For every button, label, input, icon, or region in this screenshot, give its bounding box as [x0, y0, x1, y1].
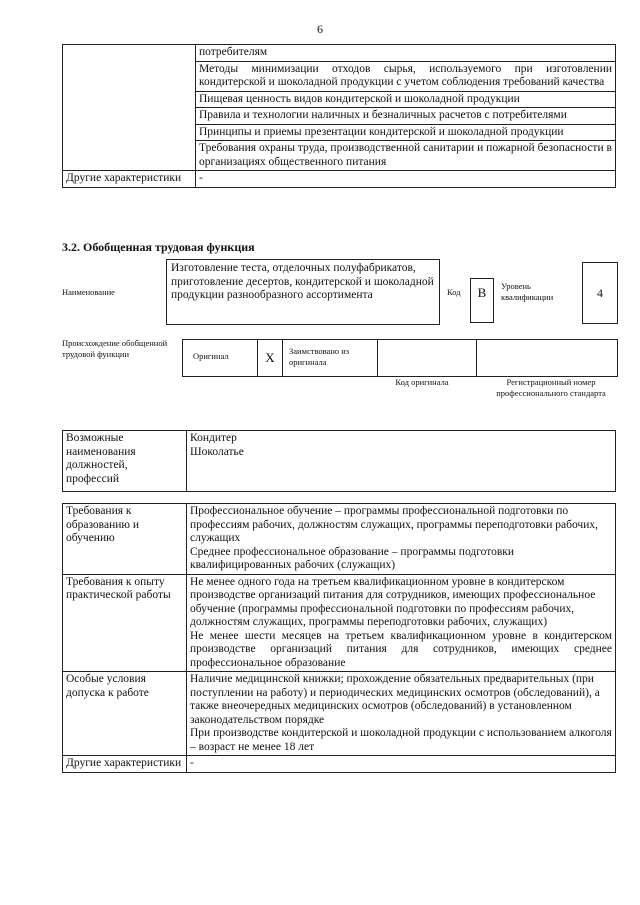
code-label: Код — [447, 287, 461, 297]
registration-number-label: Регистрационный номер профессионального стандарта — [496, 377, 606, 398]
level-box: 4 — [582, 262, 618, 324]
function-name-box: Изготовление теста, отделочных полуфабрикатов, приготовление десертов, кондитерской и шоколадной продукции разнообразного ассортимента — [166, 259, 440, 325]
other-characteristics-value: - — [196, 171, 616, 188]
knowledge-row: потребителям — [196, 45, 616, 62]
section-title: 3.2. Обобщенная трудовая функция — [62, 240, 255, 254]
borrowed-label: Заимствовано из оригинала — [289, 346, 350, 367]
knowledge-row: Требования охраны труда, производственной санитарии и пожарной безопасности в организациях общественного питания — [196, 141, 616, 171]
knowledge-row: Пищевая ценность видов кондитерской и шоколадной продукции — [196, 91, 616, 108]
code-box: В — [470, 278, 494, 323]
original-mark: X — [257, 340, 283, 376]
name-label: Наименование — [62, 287, 115, 297]
divider — [476, 340, 477, 376]
experience-item: Не менее шести месяцев на третьем квалификационном уровне в кондитерском производстве организаций питания для сотрудников, имеющих среднее профессиональное образование — [190, 629, 612, 669]
divider — [377, 340, 378, 376]
level-label: Уровень квалификации — [501, 281, 554, 302]
education-label: Требования к образованию и обучению — [63, 504, 187, 575]
experience-values — [187, 574, 616, 672]
code-original-label: Код оригинала — [395, 377, 449, 387]
education-item: Среднее профессиональное образование – программы подготовки квалифицированных рабочих (служащих) — [190, 545, 515, 571]
special-condition-item: При производстве кондитерской и шоколадной продукции с использованием алкоголя – возраст не менее 18 лет — [190, 727, 612, 753]
knowledge-row: Методы минимизации отходов сырья, используемого при изготовлении кондитерской и шоколадной продукции с учетом соблюдения требований качества — [196, 61, 616, 91]
position-name: Кондитер — [190, 432, 237, 444]
positions-values — [187, 431, 616, 492]
other-characteristics-label: Другие характеристики — [63, 171, 196, 188]
top-knowledge-table — [62, 44, 616, 188]
position-name: Шоколатье — [190, 445, 244, 458]
origin-label: Происхождение обобщенной трудовой функции — [62, 338, 168, 359]
original-label: Оригинал — [193, 351, 229, 361]
special-condition-item: Наличие медицинской книжки; прохождение обязательных предварительных (при поступлении на работу) и периодических медицинских осмотров (обследований), а также внеочередных медицинских осмотров (обследований) в установленном законодательством порядке — [190, 673, 600, 726]
education-values — [187, 504, 616, 575]
special-conditions-label: Особые условия допуска к работе — [63, 672, 187, 756]
page-number: 6 — [317, 22, 323, 36]
experience-label: Требования к опыту практической работы — [63, 574, 187, 672]
other-characteristics-value: - — [187, 756, 616, 773]
other-characteristics-label: Другие характеристики — [63, 756, 187, 773]
experience-item: Не менее одного года на третьем квалификационном уровне в кондитерском производстве организаций питания для сотрудников, имеющих профессиональное обучение (программы профессиональной подготовки по профессиям рабочих, должностям служащих, программы переподготовки рабочих, служащих) — [190, 575, 596, 628]
education-item: Профессиональное обучение – программы профессиональной подготовки по профессиям рабочих, должностям служащих, программы переподготовки рабочих, служащих — [190, 505, 598, 544]
knowledge-row: Принципы и приемы презентации кондитерской и шоколадной продукции — [196, 124, 616, 141]
requirements-table — [62, 503, 616, 773]
origin-box — [182, 339, 618, 377]
empty-label-cell — [63, 45, 196, 171]
positions-label: Возможные наименования должностей, профессий — [63, 431, 187, 492]
special-conditions-values — [187, 672, 616, 756]
knowledge-row: Правила и технологии наличных и безналичных расчетов с потребителями — [196, 108, 616, 125]
positions-table — [62, 430, 616, 492]
